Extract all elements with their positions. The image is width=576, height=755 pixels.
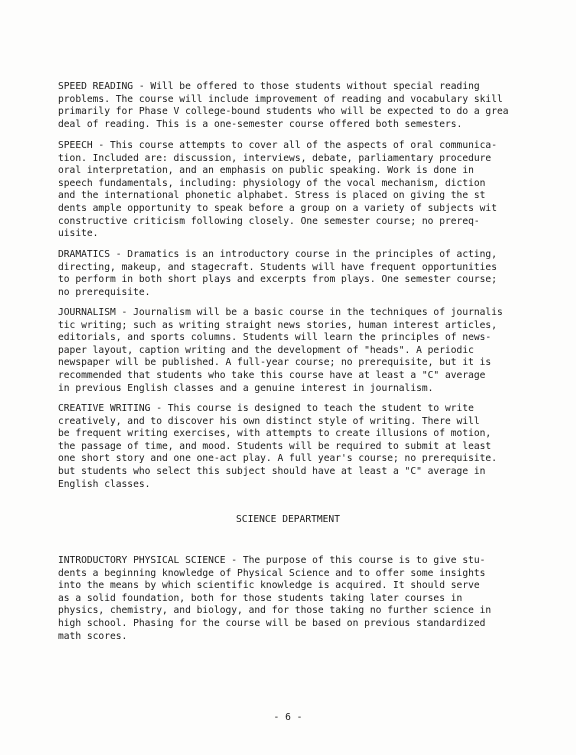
text-line: deal of reading. This is a one-semester course offered both semesters.: [58, 118, 463, 130]
text-line: and the international phonetic alphabet. Stress is placed on giving the st: [58, 190, 486, 202]
text-line: in previous English classes and a genuine interest in journalism.: [58, 382, 434, 394]
text-line: SPEECH - This course attempts to cover all of the aspects of oral communica-: [58, 140, 497, 151]
text-line: SPEED READING - Will be offered to those students without special reading: [58, 81, 480, 92]
text-line: constructive criticism following closely. One semester course; no prereq-: [58, 215, 480, 227]
text-line: math scores.: [58, 630, 128, 642]
text-line: one short story and one one-act play. A full year's course; no prerequisite.: [58, 453, 497, 465]
course-speech: [58, 140, 528, 241]
text-line: dents ample opportunity to speak before a group on a variety of subjects wit: [58, 202, 497, 214]
text-line: English classes.: [58, 478, 151, 490]
text-line: to perform in both short plays and excerpts from plays. One semester course;: [58, 274, 497, 286]
text-line: creatively, and to discover his own distinct style of writing. There will: [58, 415, 480, 427]
text-line: primarily for Phase V college-bound students who will be expected to do a grea: [58, 106, 509, 118]
page-number: - 6 -: [273, 712, 303, 723]
text-line: oral interpretation, and an emphasis on public speaking. Work is done in: [58, 165, 474, 177]
text-line: editorials, and sports columns. Students will learn the principles of news-: [58, 332, 492, 344]
text-line: tion. Included are: discussion, interviews, debate, parliamentary procedure: [58, 152, 492, 164]
text-line: uisite.: [58, 228, 99, 240]
course-speed-reading: [58, 81, 528, 131]
text-line: tic writing; such as writing straight news stories, human interest articles,: [58, 319, 497, 331]
text-line: problems. The course will include improvement of reading and vocabulary skill: [58, 93, 503, 105]
text-line: INTRODUCTORY PHYSICAL SCIENCE - The purpose of this course is to give stu-: [58, 555, 486, 566]
course-dramatics: [58, 249, 528, 299]
text-line: dents a beginning knowledge of Physical Science and to offer some insights: [58, 567, 486, 579]
text-line: DRAMATICS - Dramatics is an introductory course in the principles of acting,: [58, 249, 497, 260]
section-heading: SCIENCE DEPARTMENT: [236, 514, 340, 525]
course-journalism: [58, 307, 528, 395]
course-creative-writing: [58, 403, 528, 491]
text-line: directing, makeup, and stagecraft. Students will have frequent opportunities: [58, 261, 497, 273]
text-line: but students who select this subject should have at least a "C" average in: [58, 465, 486, 477]
text-line: JOURNALISM - Journalism will be a basic course in the techniques of journalis: [58, 307, 503, 318]
text-line: as a solid foundation, both for those students taking later courses in: [58, 592, 463, 604]
text-line: into the means by which scientific knowledge is acquired. It should serve: [58, 580, 480, 592]
text-line: paper layout, caption writing and the development of "heads". A periodic: [58, 344, 474, 356]
course-introductory-physical-science: [58, 555, 528, 643]
text-line: newspaper will be published. A full-year course; no prerequisite, but it is: [58, 357, 492, 369]
text-line: high school. Phasing for the course will be based on previous standardized: [58, 617, 486, 629]
text-line: recommended that students who take this course have at least a "C" average: [58, 369, 486, 381]
text-line: CREATIVE WRITING - This course is designed to teach the student to write: [58, 403, 474, 414]
text-line: speech fundamentals, including: physiology of the vocal mechanism, diction: [58, 177, 486, 189]
text-line: be frequent writing exercises, with attempts to create illusions of motion,: [58, 428, 492, 440]
text-line: no prerequisite.: [58, 286, 151, 298]
text-line: the passage of time, and mood. Students will be required to submit at least: [58, 440, 492, 452]
text-line: physics, chemistry, and biology, and for those taking no further science in: [58, 605, 492, 617]
